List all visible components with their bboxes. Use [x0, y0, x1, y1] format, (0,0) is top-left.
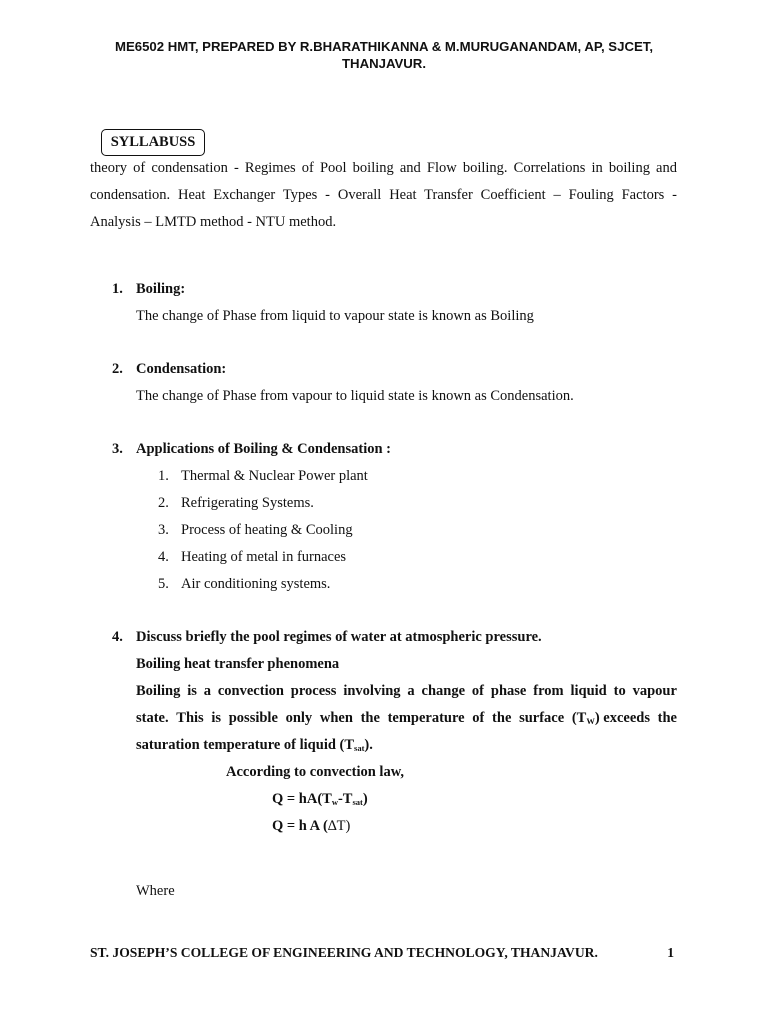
- word: the: [657, 710, 677, 726]
- application-2-number: 2.: [158, 495, 169, 511]
- word: from: [533, 683, 564, 699]
- word: of: [471, 683, 485, 699]
- word: state.: [136, 710, 169, 726]
- word: to: [613, 683, 626, 699]
- word: surface: [519, 710, 565, 726]
- page-header: [90, 38, 678, 72]
- word: vapour: [632, 683, 677, 699]
- word: of: [472, 710, 485, 726]
- word: is: [211, 710, 222, 726]
- syllabus-text: theory of condensation - Regimes of Pool boiling and Flow boiling. Correlations in boiling and condensation. Heat Exchanger Types - Overall Heat Transfer Coefficient – Fouling Factors - Analysis – LMTD method - NTU method.: [90, 160, 677, 230]
- header-line-2: THANJAVUR.: [341, 56, 426, 71]
- word: only: [285, 710, 313, 726]
- equation-2: [272, 816, 350, 836]
- word: involving: [343, 683, 401, 699]
- application-1-text: Thermal & Nuclear Power plant: [181, 468, 368, 484]
- where-label: Where: [136, 883, 175, 899]
- word: the: [492, 710, 512, 726]
- subscript: W: [586, 716, 595, 726]
- boiling-subtitle: Boiling heat transfer phenomena: [136, 656, 340, 672]
- application-3-text: Process of heating & Cooling: [181, 522, 353, 538]
- equation-text: Q = hA(T: [272, 791, 332, 807]
- equation-text: -T: [337, 791, 353, 807]
- syllabus-label-box: [101, 129, 205, 156]
- word: This: [176, 710, 204, 726]
- equation-text: Q = h A (: [272, 818, 328, 834]
- section-3-title: Applications of Boiling & Condensation :: [136, 441, 392, 457]
- subscript: sat: [354, 743, 365, 753]
- word: convection: [217, 683, 284, 699]
- word: is: [187, 683, 197, 699]
- subscript: w: [331, 797, 338, 807]
- word: the: [360, 710, 380, 726]
- boiling-definition-line-2: [136, 708, 677, 731]
- word: when: [319, 710, 353, 726]
- section-1-number: 1.: [112, 281, 123, 297]
- page-number: 1: [667, 945, 674, 960]
- application-5-number: 5.: [158, 576, 169, 592]
- word: a: [203, 683, 211, 699]
- application-2-text: Refrigerating Systems.: [181, 495, 314, 511]
- application-4-number: 4.: [158, 549, 169, 565]
- word: process: [290, 683, 337, 699]
- equation-1: [272, 789, 368, 812]
- surface-temperature-symbol: [572, 708, 650, 731]
- word: liquid: [570, 683, 607, 699]
- subscript: sat: [352, 797, 363, 807]
- equation-text: ): [362, 791, 368, 807]
- application-1-number: 1.: [158, 468, 169, 484]
- section-2-title: Condensation:: [136, 361, 227, 377]
- convection-law-label: According to convection law,: [226, 764, 405, 780]
- application-3-number: 3.: [158, 522, 169, 538]
- word: temperature: [387, 710, 465, 726]
- equation-text: ∆T): [327, 818, 351, 834]
- section-1-body: The change of Phase from liquid to vapour state is known as Boiling: [136, 308, 534, 324]
- word: Boiling: [136, 683, 181, 699]
- line-text: saturation temperature of liquid (T: [136, 737, 355, 753]
- section-4-title: Discuss briefly the pool regimes of water at atmospheric pressure.: [136, 629, 542, 645]
- boiling-definition-line-1: [136, 681, 677, 701]
- section-2-body: The change of Phase from vapour to liquid state is known as Condensation.: [136, 388, 574, 404]
- syllabus-label: SYLLABUSS: [110, 134, 196, 150]
- page-footer: [90, 944, 678, 962]
- application-4-text: Heating of metal in furnaces: [181, 549, 347, 565]
- section-1-title: Boiling:: [136, 281, 186, 297]
- section-2-number: 2.: [112, 361, 123, 377]
- word: change: [421, 683, 466, 699]
- footer-college: ST. JOSEPH’S COLLEGE OF ENGINEERING AND TECHNOLOGY, THANJAVUR.: [90, 945, 598, 960]
- word: possible: [228, 710, 278, 726]
- word: phase: [490, 683, 527, 699]
- word: ) exceeds: [594, 710, 650, 726]
- header-line-1: ME6502 HMT, PREPARED BY R.BHARATHIKANNA & M.MURUGANANDAM, AP, SJCET,: [114, 39, 654, 54]
- section-3-number: 3.: [112, 441, 123, 457]
- application-5-text: Air conditioning systems.: [181, 576, 331, 592]
- line-text: ).: [364, 737, 373, 753]
- symbol-text: (T: [571, 710, 587, 726]
- word: a: [407, 683, 415, 699]
- boiling-definition-line-3: [136, 735, 373, 758]
- section-4-number: 4.: [112, 629, 123, 645]
